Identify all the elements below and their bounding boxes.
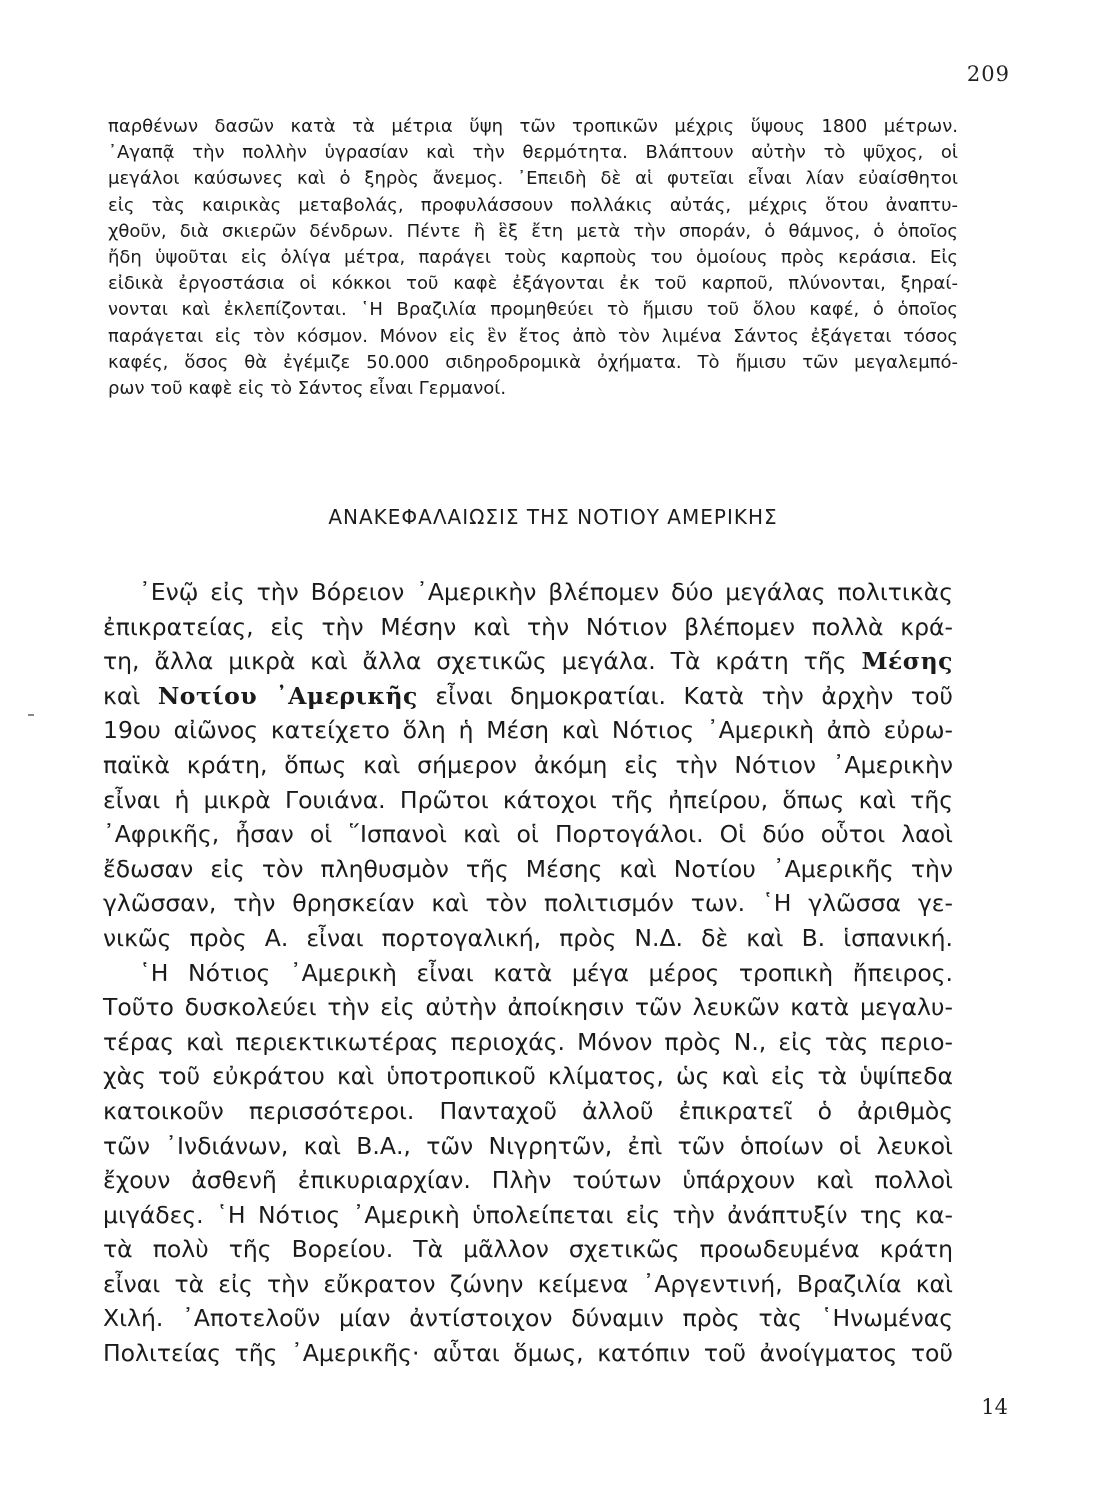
text-line: ῾Η Νότιος ᾿Αμερικὴ εἶναι κατὰ μέγα μέρος τροπικὴ ἤπειρος. (139, 958, 953, 987)
text-line (103, 644, 953, 679)
text-line: ρων τοῦ καφὲ εἰς τὸ Σάντος εἶναι Γερμανοί. (108, 378, 507, 400)
text-line: χθοῦν, διὰ σκιερῶν δένδρων. Πέντε ἢ ἓξ ἔτη μετὰ τὴν σποράν, ὁ θάμνος, ὁ ὁποῖος (108, 220, 958, 242)
text-line: ἐπικρατείας, εἰς τὴν Μέσην καὶ τὴν Νότιον βλέπομεν πολλὰ κρά- (103, 612, 953, 641)
text-line: ᾿Αγαπᾷ τὴν πολλὴν ὑγρασίαν καὶ τὴν θερμότητα. Βλάπτουν αὐτὴν τὸ ψῦχος, οἱ (108, 142, 958, 164)
text-line: γλῶσσαν, τὴν θρησκείαν καὶ τὸν πολιτισμόν των. ῾Η γλῶσσα γε- (103, 889, 953, 918)
text-line: τὰ πολὺ τῆς Βορείου. Τὰ μᾶλλον σχετικῶς προωδευμένα κράτη (103, 1235, 953, 1264)
text-fragment: εἶναι δημοκρατίαι. Κατὰ τὴν ἀρχὴν τοῦ (435, 681, 953, 710)
text-line: παϊκὰ κράτη, ὅπως καὶ σήμερον ἀκόμη εἰς τὴν Νότιον ᾿Αμερικὴν (103, 750, 953, 779)
page-number: 209 (966, 62, 1010, 86)
text-line: 19ου αἰῶνος κατείχετο ὅλη ἡ Μέση καὶ Νότιος ᾿Αμερικὴ ἀπὸ εὐρω- (103, 716, 953, 745)
text-line: τῶν ᾿Ινδιάνων, καὶ Β.Α., τῶν Νιγρητῶν, ἐπὶ τῶν ὁποίων οἱ λευκοὶ (103, 1131, 953, 1160)
text-line: ἤδη ὑψοῦται εἰς ὀλίγα μέτρα, παράγει τοὺς καρποὺς του ὁμοίους πρὸς κεράσια. Εἰς (108, 247, 958, 269)
section-heading: ΑΝΑΚΕΦΑΛΑΙΩΣΙΣ ΤΗΣ ΝΟΤΙΟΥ ΑΜΕΡΙΚΗΣ (328, 505, 778, 529)
text-line: νονται καὶ ἐκλεπίζονται. ῾Η Βραζιλία προμηθεύει τὸ ἥμισυ τοῦ ὅλου καφέ, ὁ ὁποῖος (108, 299, 958, 321)
text-line: χὰς τοῦ εὐκράτου καὶ ὑποτροπικοῦ κλίματος, ὡς καὶ εἰς τὰ ὑψίπεδα (103, 1062, 953, 1091)
text-line: Χιλή. ᾿Αποτελοῦν μίαν ἀντίστοιχον δύναμιν πρὸς τὰς ῾Ηνωμένας (103, 1304, 953, 1333)
text-fragment: τη, ἄλλα μικρὰ καὶ ἄλλα σχετικῶς μεγάλα. Τὰ κράτη τῆς (103, 647, 847, 676)
text-line: ἔδωσαν εἰς τὸν πληθυσμὸν τῆς Μέσης καὶ Νοτίου ᾿Αμερικῆς τὴν (103, 854, 953, 883)
section-body (103, 575, 953, 1371)
top-paragraph (108, 114, 958, 402)
text-line: μιγάδες. ῾Η Νότιος ᾿Αμερικὴ ὑπολείπεται εἰς τὴν ἀνάπτυξίν της κα- (103, 1200, 953, 1229)
text-line: μεγάλοι καύσωνες καὶ ὁ ξηρὸς ἄνεμος. ᾿Επειδὴ δὲ αἱ φυτεῖαι εἶναι λίαν εὐαίσθητοι (108, 168, 958, 190)
text-line: ᾿Ενῷ εἰς τὴν Βόρειον ᾿Αμερικὴν βλέπομεν δύο μεγάλας πολιτικὰς (139, 578, 953, 606)
text-line: ᾿Αφρικῆς, ἦσαν οἱ ῞Ισπανοὶ καὶ οἱ Πορτογάλοι. Οἱ δύο οὗτοι λαοὶ (103, 820, 953, 849)
text-line: εἶναι τὰ εἰς τὴν εὔκρατον ζώνην κείμενα ᾿Αργεντινή, Βραζιλία καὶ (103, 1269, 953, 1298)
text-line: εἰδικὰ ἐργοστάσια οἱ κόκκοι τοῦ καφὲ ἐξάγονται ἐκ τοῦ καρποῦ, πλύνονται, ξηραί- (108, 273, 958, 295)
text-line: εἶναι ἡ μικρὰ Γουιάνα. Πρῶτοι κάτοχοι τῆς ἠπείρου, ὅπως καὶ τῆς (103, 785, 953, 814)
text-line: ἔχουν ἀσθενῆ ἐπικυριαρχίαν. Πλὴν τούτων ὑπάρχουν καὶ πολλοὶ (103, 1166, 953, 1195)
text-line: τέρας καὶ περιεκτικωτέρας περιοχάς. Μόνον πρὸς Ν., εἰς τὰς περιο- (103, 1027, 953, 1056)
bold-term: Νοτίου ᾿Αμερικῆς (157, 681, 418, 710)
margin-mark (28, 714, 34, 716)
printer-signature: 14 (981, 1395, 1008, 1419)
text-line: εἰς τὰς καιρικὰς μεταβολάς, προφυλάσσουν πολλάκις αὐτάς, μέχρις ὅτου ἀναπτυ- (108, 194, 958, 216)
text-line: παρθένων δασῶν κατὰ τὰ μέτρια ὕψη τῶν τροπικῶν μέχρις ὕψους 1800 μέτρων. (108, 116, 958, 137)
text-line: κατοικοῦν περισσότεροι. Πανταχοῦ ἀλλοῦ ἐπικρατεῖ ὁ ἀριθμὸς (103, 1096, 953, 1125)
bold-term: Μέσης (861, 647, 953, 676)
text-fragment: καὶ (103, 681, 141, 710)
text-line: καφές, ὅσος θὰ ἐγέμιζε 50.000 σιδηροδρομικὰ ὀχήματα. Τὸ ἥμισυ τῶν μεγαλεμπό- (108, 351, 958, 373)
text-line: παράγεται εἰς τὸν κόσμον. Μόνον εἰς ἓν ἔτος ἀπὸ τὸν λιμένα Σάντος ἐξάγεται τόσος (108, 325, 958, 347)
text-line (103, 679, 953, 714)
text-line: Τοῦτο δυσκολεύει τὴν εἰς αὐτὴν ἀποίκησιν τῶν λευκῶν κατὰ μεγαλυ- (103, 993, 953, 1022)
text-line: Πολιτείας τῆς ᾿Αμερικῆς· αὗται ὅμως, κατόπιν τοῦ ἀνοίγματος τοῦ (103, 1339, 953, 1368)
text-line: νικῶς πρὸς Α. εἶναι πορτογαλική, πρὸς Ν.Δ. δὲ καὶ Β. ἱσπανική. (103, 923, 953, 952)
